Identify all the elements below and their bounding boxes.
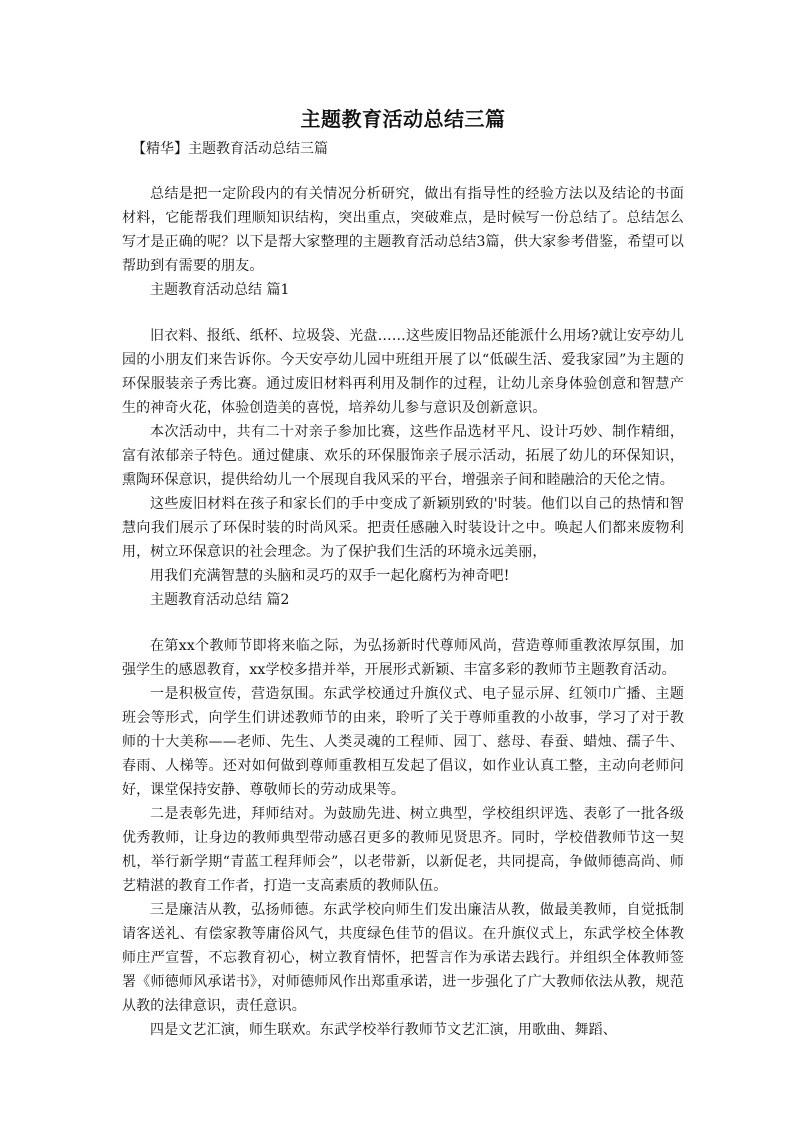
- section-1-paragraph-4: 用我们充满智慧的头脑和灵巧的双手一起化腐朽为神奇吧!: [150, 568, 510, 584]
- section-2-paragraph-5: 四是文艺汇演，师生联欢。东武学校举行教师节文艺汇演，用歌曲、舞蹈、: [150, 1022, 617, 1038]
- section-2-paragraph-4: 三是廉洁从教，弘扬师德。东武学校向师生们发出廉洁从教，做最美教师，自觉抵制请客送礼、有偿家教等庸俗风气，共度绿色佳节的倡议。在升旗仪式上，东武学校全体教师庄严宣誓，不忘教育初心，树立教育情怀，把誓言作为承诺去践行。并组织全体教师签署《师德师风承诺书》，对师德师风作出郑重承诺，进一步强化了广大教师依法从教，规范从教的法律意识，责任意识。: [122, 902, 684, 1014]
- section-2-paragraph-1: 在第xx个教师节即将来临之际，为弘扬新时代尊师风尚，营造尊师重教浓厚氛围，加强学生的感恩教育，xx学校多措并举，开展形式新颖、丰富多彩的教师节主题教育活动。: [122, 638, 684, 678]
- section-1-paragraph-3: 这些废旧材料在孩子和家长们的手中变成了新颖别致的'时装。他们以自己的热情和智慧向我们展示了环保时装的时尚风采。把责任感融入时装设计之中。唤起人们都来废物利用，树立环保意识的社会理念。为了保护我们生活的环境永远美丽，: [122, 496, 684, 560]
- document-subtitle: 【精华】主题教育活动总结三篇: [132, 141, 328, 157]
- section-1-heading: 主题教育活动总结 篇1: [150, 282, 290, 298]
- section-2-paragraph-3: 二是表彰先进，拜师结对。为鼓励先进、树立典型，学校组织评选、表彰了一批各级优秀教师，让身边的教师典型带动感召更多的教师见贤思齐。同时，学校借教师节这一契机，举行新学期“青蓝工程拜师会”，以老带新，以新促老，共同提高，争做师德高尚、师艺精湛的教育工作者，打造一支高素质的教师队伍。: [122, 806, 684, 894]
- section-2-paragraph-2: 一是积极宣传，营造氛围。东武学校通过升旗仪式、电子显示屏、红领巾广播、主题班会等形式，向学生们讲述教师节的由来，聆听了关于尊师重教的小故事，学习了对于教师的十大美称——老师、先生、人类灵魂的工程师、园丁、慈母、春蚕、蜡烛、孺子牛、春雨、人梯等。还对如何做到尊师重教相互发起了倡议，如作业认真工整，主动向老师问好，课堂保持安静、尊敬师长的劳动成果等。: [122, 686, 684, 798]
- section-1-paragraph-2: 本次活动中，共有二十对亲子参加比赛，这些作品选材平凡、设计巧妙、制作精细，富有浓郁亲子特色。通过健康、欢乐的环保服饰亲子展示活动，拓展了幼儿的环保知识，熏陶环保意识，提供给幼儿一个展现自我风采的平台，增强亲子间和睦融洽的天伦之情。: [122, 424, 684, 488]
- document-title: 主题教育活动总结三篇: [300, 107, 506, 131]
- document-page: [122, 104, 684, 1042]
- intro-paragraph: 总结是把一定阶段内的有关情况分析研究，做出有指导性的经验方法以及结论的书面材料，它能帮我们理顺知识结构，突出重点，突破难点，是时候写一份总结了。总结怎么写才是正确的呢？以下是帮大家整理的主题教育活动总结3篇，供大家参考借鉴，希望可以帮助到有需要的朋友。: [122, 186, 684, 274]
- section-2-heading: 主题教育活动总结 篇2: [150, 592, 290, 608]
- section-1-paragraph-1: 旧衣料、报纸、纸杯、垃圾袋、光盘……这些废旧物品还能派什么用场?就让安亭幼儿园的小朋友们来告诉你。今天安亭幼儿园中班组开展了以“低碳生活、爱我家园”为主题的环保服装亲子秀比赛。通过废旧材料再利用及制作的过程，让幼儿亲身体验创意和智慧产生的神奇火花，体验创造美的喜悦，培养幼儿参与意识及创新意识。: [122, 328, 684, 416]
